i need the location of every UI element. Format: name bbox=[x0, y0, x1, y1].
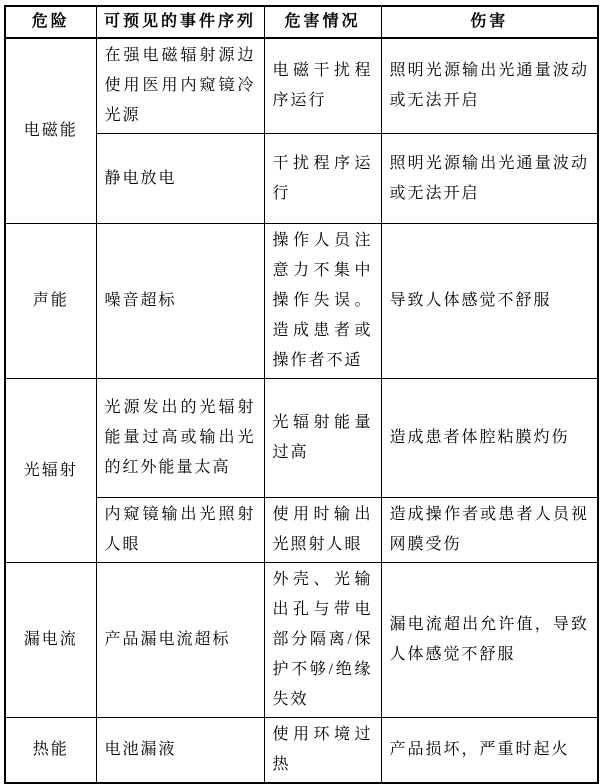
header-hazard-situation: 危害情况 bbox=[264, 6, 381, 38]
cell-hazard-situation: 使用环境过热 bbox=[264, 718, 381, 784]
cell-event-sequence: 在强电磁辐射源边使用医用内窥镜冷光源 bbox=[96, 38, 264, 134]
cell-harm: 产品损坏，严重时起火 bbox=[381, 718, 598, 784]
table-row bbox=[5, 38, 598, 134]
cell-event-sequence: 产品漏电流超标 bbox=[96, 563, 264, 718]
cell-harm: 照明光源输出光通量波动或无法开启 bbox=[381, 38, 598, 134]
cell-hazard-situation: 操作人员注意力不集中操作失误。造成患者或操作者不适 bbox=[264, 224, 381, 379]
cell-hazard-situation: 电磁干扰程序运行 bbox=[264, 38, 381, 134]
risk-analysis-table bbox=[4, 5, 599, 784]
cell-hazard-leakage-current: 漏电流 bbox=[5, 563, 96, 718]
cell-hazard-situation: 使用时输出光照射人眼 bbox=[264, 498, 381, 563]
table-row bbox=[5, 563, 598, 718]
cell-harm: 漏电流超出允许值，导致人体感觉不舒服 bbox=[381, 563, 598, 718]
cell-harm: 照明光源输出光通量波动或无法开启 bbox=[381, 134, 598, 224]
header-event-sequence: 可预见的事件序列 bbox=[96, 6, 264, 38]
table-header-row bbox=[5, 6, 598, 38]
cell-event-sequence: 噪音超标 bbox=[96, 224, 264, 379]
cell-hazard-situation: 光辐射能量过高 bbox=[264, 379, 381, 498]
cell-harm: 导致人体感觉不舒服 bbox=[381, 224, 598, 379]
table-row bbox=[5, 718, 598, 784]
cell-event-sequence: 光源发出的光辐射能量过高或输出光的红外能量太高 bbox=[96, 379, 264, 498]
cell-hazard-light-radiation: 光辐射 bbox=[5, 379, 96, 563]
cell-event-sequence: 电池漏液 bbox=[96, 718, 264, 784]
cell-event-sequence: 静电放电 bbox=[96, 134, 264, 224]
cell-event-sequence: 内窥镜输出光照射人眼 bbox=[96, 498, 264, 563]
cell-hazard-situation: 外壳、光输出孔与带电部分隔离/保护不够/绝缘失效 bbox=[264, 563, 381, 718]
cell-hazard-situation: 干扰程序运行 bbox=[264, 134, 381, 224]
header-hazard: 危险 bbox=[5, 6, 96, 38]
cell-hazard-sound: 声能 bbox=[5, 224, 96, 379]
cell-harm: 造成患者体腔粘膜灼伤 bbox=[381, 379, 598, 498]
cell-hazard-thermal: 热能 bbox=[5, 718, 96, 784]
header-harm: 伤害 bbox=[381, 6, 598, 38]
cell-harm: 造成操作者或患者人员视网膜受伤 bbox=[381, 498, 598, 563]
table-row bbox=[5, 379, 598, 498]
cell-hazard-electromagnetic: 电磁能 bbox=[5, 38, 96, 224]
table-row bbox=[5, 224, 598, 379]
